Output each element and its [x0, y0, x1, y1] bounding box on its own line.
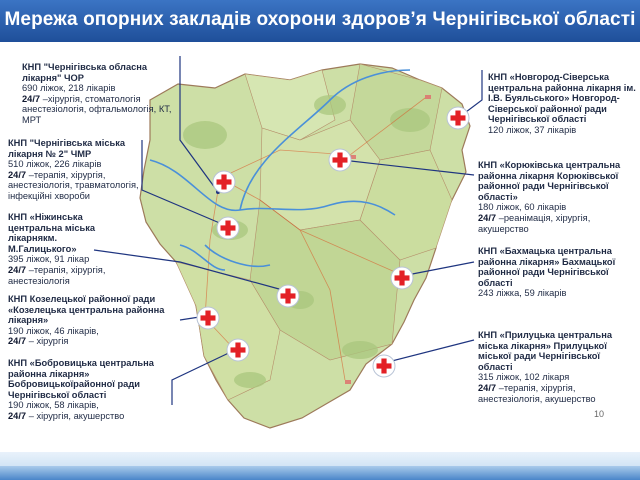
footer-band-dark [0, 466, 640, 480]
label-bakhmach [478, 246, 628, 299]
label-chernihiv-city-2 [8, 138, 146, 202]
hospital-name: КНП «Новгород-Сіверська центральна районна лікарня ім. І.В. Буяльського» Новгород-Сіверської районної ради Чернігівської області [488, 72, 636, 125]
hospital-name: КНП «Бахмацька центральна районна лікарня» Бахмацької районної ради Чернігівської області [478, 246, 616, 288]
label-nizhyn [8, 212, 128, 286]
marker-chernihiv-city-2 [217, 217, 239, 239]
round-the-clock: 24/7 [8, 336, 27, 347]
hospital-name: КНП Козелецької районної ради «Козелецька центральна районна лікарня» [8, 294, 165, 326]
marker-kozelets [197, 307, 219, 329]
round-the-clock: 24/7 [22, 93, 41, 104]
marker-novhorod-siverskyi [447, 107, 469, 129]
label-koriukivka [478, 160, 628, 234]
beds-doctors: 180 ліжок, 60 лікарів [478, 202, 567, 213]
services: – хірургія, акушерство [26, 410, 125, 421]
beds-doctors: 243 ліжка, 59 лікарів [478, 288, 567, 299]
label-kozelets [8, 294, 168, 347]
marker-bakhmach [391, 267, 413, 289]
beds-doctors: 120 ліжок, 37 лікарів [488, 124, 577, 135]
round-the-clock: 24/7 [478, 212, 497, 223]
services: – хірургія [26, 336, 69, 347]
services: –терапія, хірургія, анестезіологія [8, 264, 106, 286]
beds-doctors: 690 ліжок, 218 лікарів [22, 83, 116, 94]
round-the-clock: 24/7 [478, 382, 497, 393]
label-pryluky [478, 330, 628, 404]
hospital-name: КНП "Чернігівська обласна лікарня" ЧОР [22, 62, 148, 83]
beds-doctors: 190 ліжок, 58 лікарів, [8, 400, 99, 411]
label-novhorod-siverskyi [488, 72, 638, 136]
label-chernihiv-oblast [22, 62, 182, 126]
services: –терапія, хірургія, анестезіологія, травматологія, інфекційні хвороби [8, 169, 139, 201]
beds-doctors: 190 ліжок, 46 лікарів, [8, 325, 99, 336]
beds-doctors: 395 ліжок, 91 лікар [8, 254, 90, 265]
marker-nizhyn [277, 285, 299, 307]
hospital-name: КНП «Прилуцька центральна міська лікарня» Прилуцької міської ради Чернігівської області [478, 330, 613, 372]
round-the-clock: 24/7 [8, 410, 27, 421]
hospital-name: КНП «Корюківська центральна районна лікарня Корюківської районної ради Чернігівської області» [478, 160, 621, 202]
marker-pryluky [373, 355, 395, 377]
hospital-name: КНП "Чернігівська міська лікарня № 2" ЧМР [8, 138, 126, 159]
beds-doctors: 315 ліжок, 102 лікаря [478, 372, 570, 383]
slide-number: 10 [594, 409, 605, 419]
page-title: Мережа опорних закладів охорони здоров’я Чернігівської області [4, 9, 636, 30]
marker-chernihiv-oblast [213, 171, 235, 193]
beds-doctors: 510 ліжок, 226 лікарів [8, 159, 102, 170]
hospital-name: КНП «Бобровицька центральна районна лікарня» Бобровицькоїрайонної ради Чернігівської області [8, 358, 154, 400]
services: –хірургія, стоматологія анестезіологія, офтальмологія, КТ, МРТ [22, 93, 172, 125]
round-the-clock: 24/7 [8, 169, 27, 180]
services: –реанімація, хірургія, акушерство [478, 212, 591, 234]
marker-bobrovytsia [227, 339, 249, 361]
services: –терапія, хірургія, анестезіологія, акушерство [478, 382, 596, 404]
marker-koriukivka [329, 149, 351, 171]
round-the-clock: 24/7 [8, 264, 27, 275]
label-bobrovytsia [8, 358, 168, 422]
hospital-name: КНП «Ніжинська центральна міська лікарнякм. М.Галицького» [8, 212, 96, 254]
